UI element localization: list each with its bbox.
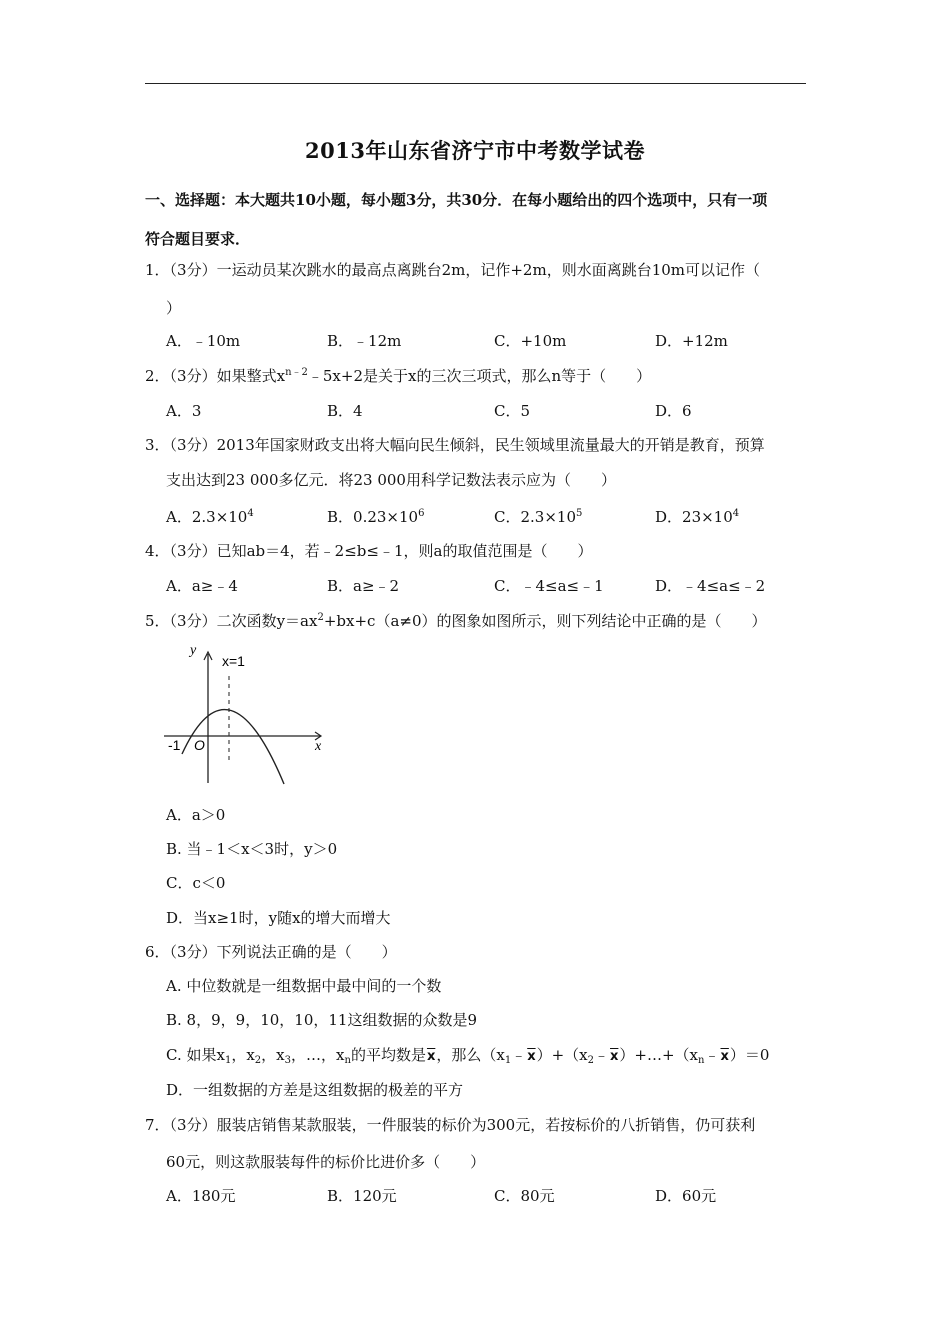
q2-stem [145, 366, 651, 386]
q4-option-a: A．a≥﹣4 [166, 577, 238, 595]
q1-option-d: D．+12m [655, 332, 728, 350]
q6c-sub-4: n [344, 1055, 351, 1066]
q3-option-a [166, 507, 254, 527]
mean-bar-1: $\overline{x}$ [426, 1049, 436, 1064]
q6-stem: 6．（3分）下列说法正确的是（ ） [145, 943, 397, 961]
q3-stem-line2: 支出达到23 000多亿元．将23 000用科学记数法表示应为（ ） [166, 471, 616, 489]
q3-stem-line1: 3．（3分）2013年国家财政支出将大幅向民生倾斜，民生领域里流量最大的开销是教育，预算 [145, 436, 765, 454]
q3-option-c [494, 507, 582, 527]
q6c-sub-3: 3 [284, 1055, 292, 1066]
q5-stem [145, 611, 767, 631]
q5-stem-post: +bx+c（a≠0）的图象如图所示，则下列结论中正确的是（ ） [323, 612, 767, 630]
q2-stem-pre: 2．（3分）如果整式x [145, 367, 286, 385]
q6c-text-11: ﹣ [704, 1046, 720, 1064]
neg-one-label: -1 [168, 737, 181, 753]
q6c-text-10: ）+…+（x [619, 1046, 699, 1064]
q2-option-c: C．5 [494, 402, 531, 420]
q6c-sub-2: 2 [254, 1055, 262, 1066]
q5-exponent: 2 [317, 612, 324, 623]
mean-bar-2: $\overline{x}$ [527, 1049, 536, 1064]
q5-option-b: B. 当﹣1＜x＜3时，y＞0 [166, 840, 338, 858]
y-axis-label: y [190, 643, 197, 658]
mean-bar-3: $\overline{x}$ [610, 1049, 619, 1064]
q6c-sub-7: n [698, 1055, 705, 1066]
q3-option-b-exp: 6 [418, 508, 425, 519]
q7-option-d: D．60元 [655, 1187, 717, 1205]
section-heading-line2: 符合题目要求． [145, 230, 251, 248]
q2-exponent: n﹣2 [285, 367, 308, 378]
q3-option-a-base: A．2.3×10 [166, 508, 248, 526]
q3-option-c-base: C．2.3×10 [494, 508, 576, 526]
q6c-text-8: ）+（x [536, 1046, 588, 1064]
q1-option-a: A．﹣10m [166, 332, 241, 350]
mean-bar-4: $\overline{x}$ [720, 1049, 729, 1064]
q6-option-a: A. 中位数就是一组数据中最中间的一个数 [166, 977, 442, 995]
q4-stem: 4．（3分）已知ab＝4，若﹣2≤b≤﹣1，则a的取值范围是（ ） [145, 542, 593, 560]
q6c-text-1: C. 如果x [166, 1046, 225, 1064]
q7-stem-line1: 7．（3分）服装店销售某款服装，一件服装的标价为300元，若按标价的八折销售，仍可获利 [145, 1116, 756, 1134]
q2-option-d: D．6 [655, 402, 692, 420]
origin-label: O [194, 737, 205, 753]
q2-stem-post: ﹣5x+2是关于x的三次三项式，那么n等于（ ） [307, 367, 652, 385]
q1-option-c: C．+10m [494, 332, 567, 350]
q6-option-d: D．一组数据的方差是这组数据的极差的平方 [166, 1081, 464, 1099]
q7-option-a: A．180元 [166, 1187, 236, 1205]
q1-option-b: B．﹣12m [327, 332, 402, 350]
q7-option-b: B．120元 [327, 1187, 397, 1205]
q7-stem-line2: 60元，则这款服装每件的标价比进价多（ ） [166, 1153, 486, 1171]
q6c-text-12: ）＝0 [729, 1046, 770, 1064]
q4-option-b: B．a≥﹣2 [327, 577, 400, 595]
q1-stem-line2: ） [166, 299, 182, 317]
q6c-text-2: ，x [231, 1046, 255, 1064]
page-title: 2013年山东省济宁市中考数学试卷 [305, 138, 645, 163]
q3-option-b-base: B．0.23×10 [327, 508, 419, 526]
q6c-text-6: ，那么（x [436, 1046, 505, 1064]
q5-stem-pre: 5．（3分）二次函数y＝ax [145, 612, 318, 630]
q6c-text-3: ，x [261, 1046, 285, 1064]
q6c-sub-1: 1 [224, 1055, 232, 1066]
q5-option-c: C．c＜0 [166, 874, 226, 892]
q6-option-b: B. 8，9，9，10，10，11这组数据的众数是9 [166, 1011, 477, 1029]
parabola-figure [160, 638, 335, 788]
q3-option-d-base: D．23×10 [655, 508, 733, 526]
q6-option-c [166, 1045, 769, 1067]
q6c-text-9: ﹣ [594, 1046, 610, 1064]
q6c-text-5: 的平均数是 [350, 1046, 426, 1064]
q3-option-c-exp: 5 [576, 508, 583, 519]
q6c-sub-6: 2 [587, 1055, 594, 1066]
q4-option-c: C．﹣4≤a≤﹣1 [494, 577, 604, 595]
q3-option-a-exp: 4 [247, 508, 254, 519]
q3-option-d-exp: 4 [732, 508, 740, 519]
q4-option-d: D．﹣4≤a≤﹣2 [655, 577, 766, 595]
q1-stem-line1: 1．（3分）一运动员某次跳水的最高点离跳台2m，记作+2m，则水面离跳台10m可以记作（ [145, 261, 761, 279]
q6c-sub-5: 1 [504, 1055, 512, 1066]
q7-option-c: C．80元 [494, 1187, 555, 1205]
q5-option-d: D．当x≥1时，y随x的增大而增大 [166, 909, 391, 927]
q2-option-b: B．4 [327, 402, 363, 420]
q3-option-d [655, 507, 739, 527]
symmetry-axis-label: x=1 [222, 653, 245, 669]
section-heading-line1: 一、选择题：本大题共10小题，每小题3分，共30分．在每小题给出的四个选项中，只有一项 [145, 191, 768, 209]
header-rule [145, 83, 806, 84]
q3-option-b [327, 507, 424, 527]
q5-option-a: A．a＞0 [166, 806, 226, 824]
x-axis-label: x [315, 739, 322, 754]
q6c-text-4: ，…，x [291, 1046, 345, 1064]
q2-option-a: A．3 [166, 402, 202, 420]
q6c-text-7: ﹣ [511, 1046, 527, 1064]
